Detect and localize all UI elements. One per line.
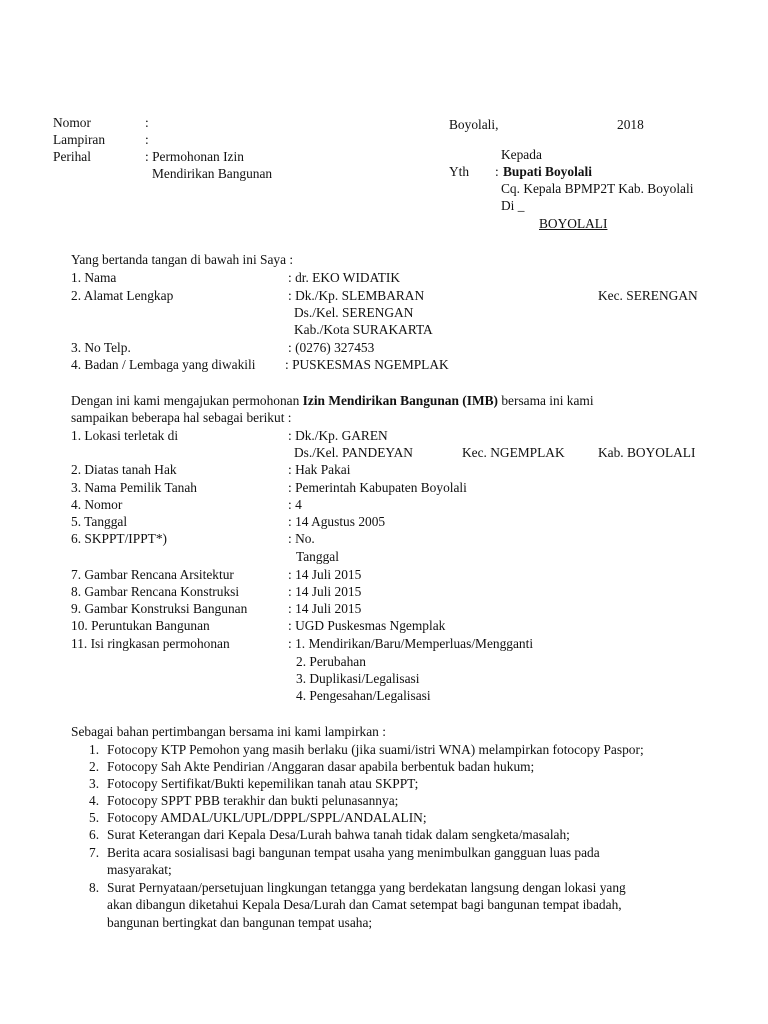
request-item-label: 8. Gambar Rencana Konstruksi bbox=[71, 584, 240, 599]
request-option: 4. Pengesahan/Legalisasi bbox=[296, 688, 431, 703]
alamat-value-3: Kab./Kota SURAKARTA bbox=[294, 322, 433, 337]
lokasi-kabupaten: Kab. BOYOLALI bbox=[598, 445, 696, 460]
request-paragraph-line1 bbox=[71, 393, 594, 409]
nama-value: : dr. EKO WIDATIK bbox=[288, 270, 401, 285]
request-item-value: : 14 Juli 2015 bbox=[288, 567, 362, 582]
nomor-label: Nomor bbox=[53, 115, 91, 130]
request-item-label: 9. Gambar Konstruksi Bangunan bbox=[71, 601, 248, 616]
skppt-tanggal: Tanggal bbox=[296, 549, 339, 564]
attachment-number: 8. bbox=[89, 880, 100, 895]
request-item-value: : UGD Puskesmas Ngemplak bbox=[288, 618, 446, 633]
nama-label: 1. Nama bbox=[71, 270, 117, 285]
request-item-label: 10. Peruntukan Bangunan bbox=[71, 618, 210, 633]
request-text-bold: Izin Mendirikan Bangunan (IMB) bbox=[302, 393, 498, 408]
alamat-label: 2. Alamat Lengkap bbox=[71, 288, 174, 303]
attachment-number: 2. bbox=[89, 759, 100, 774]
request-item-value: : Dk./Kp. GAREN bbox=[288, 428, 388, 443]
telp-label: 3. No Telp. bbox=[71, 340, 131, 355]
request-item-value: : 14 Juli 2015 bbox=[288, 601, 362, 616]
perihal-line2: Mendirikan Bangunan bbox=[152, 166, 273, 181]
attachment-number: 5. bbox=[89, 810, 100, 825]
alamat-kecamatan: Kec. SERENGAN bbox=[598, 288, 698, 303]
alamat-value-2: Ds./Kel. SERENGAN bbox=[294, 305, 414, 320]
telp-value: : (0276) 327453 bbox=[288, 340, 375, 355]
request-option: 3. Duplikasi/Legalisasi bbox=[296, 671, 420, 686]
badan-label: 4. Badan / Lembaga yang diwakili bbox=[71, 357, 256, 372]
attachment-text: bangunan bertingkat dan bangunan tempat usaha; bbox=[107, 915, 373, 930]
recipient-cq: Cq. Kepala BPMP2T Kab. Boyolali bbox=[501, 181, 694, 196]
place-date: Boyolali, bbox=[449, 117, 499, 132]
request-item-value: : 14 Agustus 2005 bbox=[288, 514, 386, 529]
recipient-city: BOYOLALI bbox=[539, 216, 608, 231]
attachment-text: Fotocopy Sah Akte Pendirian /Anggaran dasar apabila berbentuk badan hukum; bbox=[107, 759, 535, 774]
request-item-value: : 1. Mendirikan/Baru/Memperluas/Mengganti bbox=[288, 636, 534, 651]
attachment-text: Fotocopy KTP Pemohon yang masih berlaku (jika suami/istri WNA) melampirkan fotocopy Paspor; bbox=[107, 742, 644, 757]
request-item-label: 5. Tanggal bbox=[71, 514, 128, 529]
nomor-colon: : bbox=[145, 115, 149, 130]
attachment-text: akan dibangun diketahui Kepala Desa/Lurah dan Camat setempat bagi bangunan tempat ibadah, bbox=[107, 897, 622, 912]
attachment-text: Fotocopy SPPT PBB terakhir dan bukti pelunasannya; bbox=[107, 793, 399, 808]
request-text-end: bersama ini kami bbox=[498, 393, 594, 408]
request-item-label: 2. Diatas tanah Hak bbox=[71, 462, 177, 477]
letter-year: 2018 bbox=[617, 117, 644, 132]
applicant-intro: Yang bertanda tangan di bawah ini Saya : bbox=[71, 252, 294, 267]
badan-value: : PUSKESMAS NGEMPLAK bbox=[285, 357, 449, 372]
recipient-colon: : bbox=[495, 164, 499, 179]
request-item-value: : Pemerintah Kabupaten Boyolali bbox=[288, 480, 467, 495]
kepada-label: Kepada bbox=[501, 147, 542, 162]
request-option: 2. Perubahan bbox=[296, 654, 366, 669]
request-item-label: 11. Isi ringkasan permohonan bbox=[71, 636, 230, 651]
alamat-value-1: : Dk./Kp. SLEMBARAN bbox=[288, 288, 425, 303]
request-item-value: : 14 Juli 2015 bbox=[288, 584, 362, 599]
attachment-number: 3. bbox=[89, 776, 100, 791]
yth-label: Yth bbox=[449, 164, 470, 179]
attachment-text: Fotocopy Sertifikat/Bukti kepemilikan tanah atau SKPPT; bbox=[107, 776, 419, 791]
lokasi-kecamatan: Kec. NGEMPLAK bbox=[462, 445, 565, 460]
request-item-label: 4. Nomor bbox=[71, 497, 123, 512]
request-paragraph-line2: sampaikan beberapa hal sebagai berikut : bbox=[71, 410, 292, 425]
perihal-line1: : Permohonan Izin bbox=[145, 149, 244, 164]
perihal-label: Perihal bbox=[53, 149, 91, 164]
attachment-text: masyarakat; bbox=[107, 862, 172, 877]
attachment-text: Surat Pernyataan/persetujuan lingkungan tetangga yang berdekatan langsung dengan lokasi yang bbox=[107, 880, 626, 895]
attachment-number: 4. bbox=[89, 793, 100, 808]
lokasi-desa: Ds./Kel. PANDEYAN bbox=[294, 445, 413, 460]
attachment-text: Berita acara sosialisasi bagi bangunan tempat usaha yang menimbulkan gangguan luas pada bbox=[107, 845, 600, 860]
request-item-value: : 4 bbox=[288, 497, 302, 512]
attachment-text: Surat Keterangan dari Kepala Desa/Lurah bahwa tanah tidak dalam sengketa/masalah; bbox=[107, 827, 570, 842]
attachment-number: 7. bbox=[89, 845, 100, 860]
request-item-label: 7. Gambar Rencana Arsitektur bbox=[71, 567, 234, 582]
request-item-label: 1. Lokasi terletak di bbox=[71, 428, 179, 443]
recipient-di: Di _ bbox=[501, 198, 525, 213]
request-item-value: : Hak Pakai bbox=[288, 462, 351, 477]
request-text-start: Dengan ini kami mengajukan permohonan bbox=[71, 393, 303, 408]
lampiran-label: Lampiran bbox=[53, 132, 106, 147]
recipient-name: Bupati Boyolali bbox=[503, 164, 592, 179]
request-item-value: : No. bbox=[288, 531, 315, 546]
attachment-text: Fotocopy AMDAL/UKL/UPL/DPPL/SPPL/ANDALALIN; bbox=[107, 810, 427, 825]
request-item-label: 3. Nama Pemilik Tanah bbox=[71, 480, 198, 495]
request-item-label: 6. SKPPT/IPPT*) bbox=[71, 531, 167, 546]
lampiran-colon: : bbox=[145, 132, 149, 147]
attachments-intro: Sebagai bahan pertimbangan bersama ini kami lampirkan : bbox=[71, 724, 386, 739]
attachment-number: 1. bbox=[89, 742, 100, 757]
attachment-number: 6. bbox=[89, 827, 100, 842]
